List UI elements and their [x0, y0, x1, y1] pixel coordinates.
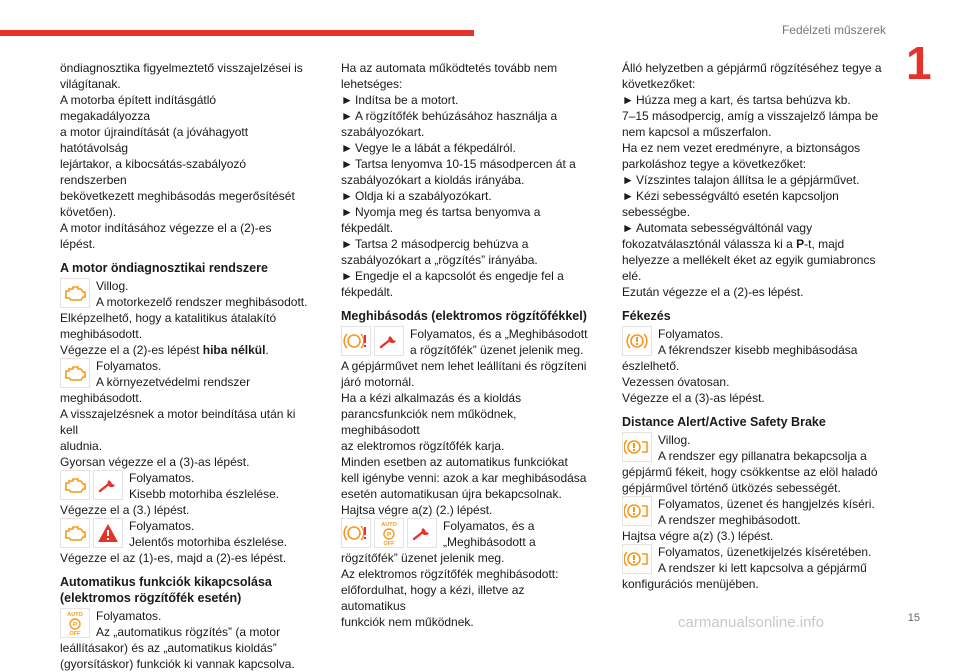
bold-text: hiba nélkül — [202, 343, 266, 357]
body-text: leállításakor) és az „automatikus kioldás” (gyorsításkor) funkciók ki vannak kapcsolva. — [60, 641, 295, 671]
entry-auto-off — [60, 608, 308, 640]
entry-major-engine-fault — [60, 518, 308, 550]
entry-minor-engine-fault — [60, 470, 308, 502]
entry-emission-fault — [60, 358, 308, 390]
body-text: meghibásodott. A visszajelzésnek a motor beindítása után ki kell aludnia. Gyorsan végezze el a (3)-as lépést. — [60, 391, 296, 469]
entry-text: Folyamatos, és a „Meghibásodott a rögzítőfék” üzenet jelenik meg. — [410, 327, 588, 357]
step-arrow-icon: ► — [341, 93, 353, 107]
column-2 — [341, 60, 589, 630]
body-text: 7–15 másodpercig, amíg a visszajelző lámpa be nem kapcsol a műszerfalon. Ha ez nem vezet eredményre, a biztonságos parkoláshoz tegye a következőket: — [622, 109, 879, 171]
park-brake-fault-icon — [341, 518, 371, 548]
step-line — [622, 220, 884, 236]
header-accent-bar — [0, 30, 474, 36]
entry-text: Folyamatos. Jelentős motorhiba észlelése. — [129, 519, 288, 549]
step-arrow-icon: ► — [341, 109, 353, 123]
entry-park-brake-fault-1 — [341, 326, 589, 358]
wrench-service-icon — [93, 470, 123, 500]
park-brake-fault-icon — [341, 326, 371, 356]
step-arrow-icon: ► — [341, 205, 353, 219]
auto-off-park-brake-icon — [374, 518, 404, 548]
intro-lines: Ha az automata működtetés tovább nem lehetséges: — [341, 61, 558, 91]
engine-warning-icon — [60, 470, 90, 500]
step-text: Oldja ki a szabályozókart. — [355, 189, 492, 203]
entry-text: Villog. A motorkezelő rendszer meghibásodott. — [96, 279, 308, 309]
svg-text:P: P — [386, 531, 392, 539]
chapter-number: 1 — [906, 37, 932, 89]
text: -t, majd — [804, 237, 845, 251]
heading-distance-alert: Distance Alert/Active Safety Brake — [622, 415, 826, 429]
text: Vízszintes talajon állítsa le a gépjárművet. — [636, 173, 860, 187]
engine-warning-icon — [60, 518, 90, 548]
svg-text:AUTO: AUTO — [381, 522, 397, 528]
step-text: Vegye le a lábát a fékpedálról. — [355, 141, 516, 155]
body-text: rögzítőfék” üzenet jelenik meg. Az elektromos rögzítőfék meghibásodott: előfordulhat, hogy a kézi, illetve az automatikus funkciók nem működnek. — [341, 551, 559, 629]
step-line — [622, 188, 884, 204]
heading-engine-selfdiag: A motor öndiagnosztikai rendszere — [60, 261, 268, 275]
step-text: szabályozókart. — [341, 125, 425, 139]
step-arrow-icon: ► — [622, 93, 634, 107]
step-arrow-icon: ► — [341, 157, 353, 171]
step-arrow-icon: ► — [341, 141, 353, 155]
step-line — [622, 92, 884, 108]
body-text: sebességbe. — [622, 205, 691, 219]
entry-text: Folyamatos. Kisebb motorhiba észlelése. — [129, 471, 280, 501]
step-text: Tartsa 2 másodpercig behúzva a — [355, 237, 529, 251]
step-text: A rögzítőfék behúzásához használja a — [355, 109, 558, 123]
distance-alert-icon — [622, 432, 652, 462]
body-text: Hajtsa végre a(z) (3.) lépést. — [622, 529, 774, 543]
entry-text: Folyamatos. Az „automatikus rögzítés” (a motor — [96, 609, 281, 639]
body-text: Végezze el az (1)-es, majd a (2)-es lépést. — [60, 551, 287, 565]
watermark: carmanualsonline.info — [678, 614, 824, 631]
step-arrow-icon: ► — [341, 237, 353, 251]
step-text: Nyomja meg és tartsa benyomva a fékpedált. — [341, 205, 541, 235]
step-arrow-icon: ► — [622, 189, 634, 203]
engine-warning-icon — [60, 358, 90, 388]
body-text: konfigurációs menüjében. — [622, 577, 759, 591]
intro-lines: Álló helyzetben a gépjármű rögzítéséhez tegye a következőket: — [622, 61, 882, 91]
body-text: Elképzelhető, hogy a katalitikus átalakító meghibásodott. — [60, 311, 277, 341]
entry-text: Folyamatos, üzenetkijelzés kíséretében. A rendszer ki lett kapcsolva a gépjármű — [658, 545, 872, 575]
text: Húzza meg a kart, és tartsa behúzva kb. — [636, 93, 851, 107]
body-text: gépjármű fékeit, hogy csökkentse az elöl haladó gépjárművel történő ütközés sebességét. — [622, 465, 878, 495]
svg-text:OFF: OFF — [383, 541, 395, 546]
entry-distance-off — [622, 544, 884, 576]
body-text-bold-line — [60, 342, 308, 358]
text: Végezze el a (2)-es lépést — [60, 343, 203, 357]
text: fokozatválasztónál válassza ki a — [622, 237, 797, 251]
text: Automatikus funkciók kikapcsolása — [60, 575, 272, 589]
step-text: Engedje el a kapcsolót és engedje fel a — [355, 269, 564, 283]
text: Kézi sebességváltó esetén kapcsoljon — [636, 189, 839, 203]
entry-engine-flashing — [60, 278, 308, 310]
body-text: Végezze el a (3.) lépést. — [60, 503, 190, 517]
step-text: szabályozókart a kioldás irányába. — [341, 173, 525, 187]
svg-text:OFF: OFF — [69, 631, 81, 636]
step-text: Tartsa lenyomva 10-15 másodpercen át a — [355, 157, 576, 171]
entry-brake-fault — [622, 326, 884, 358]
wrench-service-icon — [407, 518, 437, 548]
body-text: helyezze a mellékelt éket az egyik gumiabroncs elé. Ezután végezze el a (2)-es lépést. — [622, 253, 876, 299]
heading-auto-functions-off — [60, 574, 308, 606]
svg-text:AUTO: AUTO — [67, 612, 83, 618]
step-text: szabályozókart a „rögzítés” irányába. — [341, 253, 538, 267]
stop-warning-triangle-icon — [93, 518, 123, 548]
step-text: fékpedált. — [341, 285, 394, 299]
step-arrow-icon: ► — [622, 221, 634, 235]
body-text: észlelhető. Vezessen óvatosan. Végezze el a (3)-as lépést. — [622, 359, 765, 405]
body-text: A gépjárművet nem lehet leállítani és rögzíteni járó motornál. Ha a kézi alkalmazás és a kioldás parancsfunkciók nem működnek, meghibásodott az elektromos rögzítőfék karja. Minden esetben az automatikus funkciókat kell igénybe venni: azok a kar meghibásodása esetén automatikusan újra bekapcsolnak. Hajtsa végre a(z) (2.) lépést. — [341, 359, 587, 517]
intro-lines: öndiagnosztika figyelmeztető visszajelzései is világítanak. A motorba épített indításgátló megakadályozza a motor újraindítását (a jóváhagyott hatótávolság lejártakor, a kibocsátás-szabályozó rendszerben bekövetkezett meghibásodás megerősítését követően). A motor indításához végezze el a (2)-es lépést. — [60, 61, 303, 251]
bold-text: P — [796, 237, 805, 251]
entry-text: Folyamatos. A környezetvédelmi rendszer — [96, 359, 251, 389]
body-text-bold-line — [622, 236, 884, 252]
text: Automata sebességváltónál vagy — [636, 221, 813, 235]
text: . — [265, 343, 269, 357]
page-number: 15 — [907, 612, 920, 624]
engine-warning-icon — [60, 278, 90, 308]
section-title: Fedélzeti műszerek — [781, 23, 886, 37]
distance-alert-icon — [622, 544, 652, 574]
column-1 — [60, 60, 308, 672]
text: (elektromos rögzítőfék esetén) — [60, 591, 242, 605]
entry-text: Folyamatos. A fékrendszer kisebb meghibásodása — [658, 327, 858, 357]
step-arrow-icon: ► — [341, 269, 353, 283]
steps-list — [341, 92, 589, 300]
wrench-service-icon — [374, 326, 404, 356]
distance-alert-icon — [622, 496, 652, 526]
svg-text:P: P — [72, 621, 78, 629]
entry-distance-fault — [622, 496, 884, 528]
heading-park-brake-fault: Meghibásodás (elektromos rögzítőfékkel) — [341, 309, 587, 323]
brake-fault-icon — [622, 326, 652, 356]
step-arrow-icon: ► — [341, 189, 353, 203]
auto-off-park-brake-icon — [60, 608, 90, 638]
entry-text: Folyamatos, és a „Meghibásodott a — [443, 519, 536, 549]
entry-park-brake-fault-2 — [341, 518, 589, 550]
heading-braking: Fékezés — [622, 309, 671, 323]
step-text: Indítsa be a motort. — [355, 93, 459, 107]
entry-distance-flashing — [622, 432, 884, 464]
step-line — [622, 172, 884, 188]
entry-text: Villog. A rendszer egy pillanatra bekapcsolja a — [658, 433, 867, 463]
column-3 — [622, 60, 884, 592]
entry-text: Folyamatos, üzenet és hangjelzés kíséri. A rendszer meghibásodott. — [658, 497, 875, 527]
step-arrow-icon: ► — [622, 173, 634, 187]
